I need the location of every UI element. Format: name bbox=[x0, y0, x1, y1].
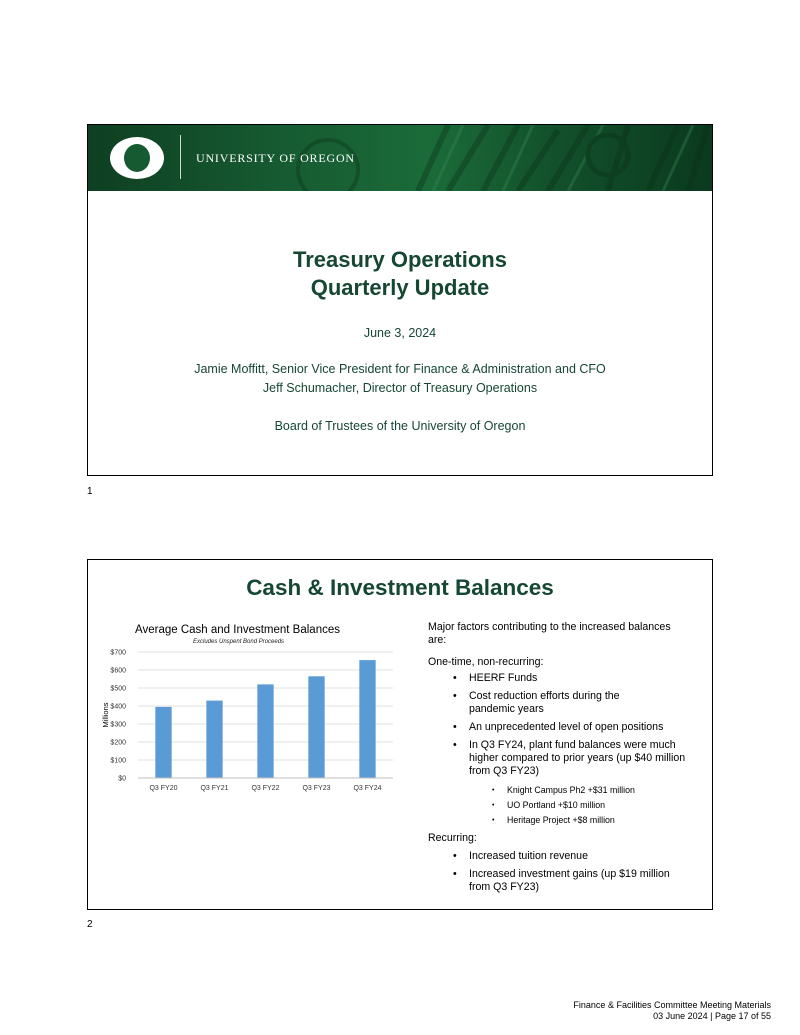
bullet-icon: • bbox=[453, 672, 457, 684]
bar bbox=[308, 676, 324, 778]
y-tick-label: $0 bbox=[118, 775, 126, 783]
logo-wordmark: UNIVERSITY OF OREGON bbox=[196, 151, 355, 165]
chart-title: Average Cash and Investment Balances bbox=[135, 624, 340, 636]
x-tick-label: Q3 FY21 bbox=[200, 785, 229, 792]
slide1-date: June 3, 2024 bbox=[363, 326, 437, 340]
presenter-2: Jeff Schumacher, Director of Treasury Operations bbox=[262, 381, 538, 395]
footer-line-2: 03 June 2024 | Page 17 of 55 bbox=[653, 1010, 771, 1021]
y-tick-label: $600 bbox=[110, 667, 126, 675]
slide1-page-number: 1 bbox=[87, 486, 93, 497]
slide2-title: Cash & Investment Balances bbox=[246, 575, 554, 600]
y-tick-label: $500 bbox=[110, 685, 126, 693]
bar bbox=[155, 707, 171, 778]
banner-texture bbox=[88, 125, 712, 191]
board-name: Board of Trustees of the University of Oregon bbox=[274, 419, 526, 433]
bar bbox=[257, 684, 273, 778]
slide1-title-line1: Treasury Operations bbox=[293, 247, 507, 272]
y-tick-label: $400 bbox=[110, 703, 126, 711]
slide1-title-line2: Quarterly Update bbox=[310, 275, 490, 300]
x-tick-label: Q3 FY24 bbox=[353, 785, 382, 792]
bullet-icon: • bbox=[492, 802, 495, 809]
x-tick-label: Q3 FY22 bbox=[251, 785, 280, 792]
bullet-icon: • bbox=[453, 690, 457, 702]
y-tick-label: $300 bbox=[110, 721, 126, 729]
presenter-1: Jamie Moffitt, Senior Vice President for Finance & Administration and CFO bbox=[194, 362, 606, 376]
slide-2: Cash & Investment Balances Average Cash and Investment Balances Excludes Unspent Bond Proceeds $0 $100 $200 $300 $400 $500 $600 $700 Millions Q3 FY20 Q3 FY21 Q3 FY22 Q3 FY23 Q3 FY24 Major factors contributing to the increased balances are: One-time, non-recurring: • HEERF Funds • Cost reduction efforts during the pandemic years • An unprecedented level of open positions • In Q3 FY24, plant fund balances were much higher compared to prior years (up $40 million from Q3 FY23) • Knight Campus Ph2 +$31 million • UO Portland +$10 million • Heritage Project +$8 million Recurring: • Increased tuition revenue • Increased investment gains (up $19 million from Q3 FY23) bbox=[87, 559, 713, 910]
document-footer bbox=[573, 1000, 771, 1021]
recurring-label: Recurring: bbox=[428, 832, 477, 844]
slide-1 bbox=[87, 124, 713, 476]
balances-bar-chart bbox=[88, 640, 408, 800]
footer-line-1: Finance & Facilities Committee Meeting Materials bbox=[573, 1000, 771, 1010]
bullet-icon: • bbox=[453, 739, 457, 751]
y-tick-label: $200 bbox=[110, 739, 126, 747]
intro-text: Major factors contributing to the increased balances are: bbox=[428, 621, 671, 646]
y-axis-label: Millions bbox=[101, 702, 110, 728]
bullet-icon: • bbox=[453, 868, 457, 880]
bullet-icon: • bbox=[453, 850, 457, 862]
slide2-page-number: 2 bbox=[87, 919, 93, 930]
bullet-icon: • bbox=[453, 721, 457, 733]
bullet-icon: • bbox=[492, 787, 495, 794]
bar bbox=[359, 660, 375, 778]
x-tick-label: Q3 FY20 bbox=[149, 785, 178, 792]
logo-divider bbox=[180, 135, 181, 179]
y-tick-label: $100 bbox=[110, 757, 126, 765]
x-tick-label: Q3 FY23 bbox=[302, 785, 331, 792]
bullet-icon: • bbox=[492, 817, 495, 824]
uo-o-logo-icon bbox=[108, 135, 166, 181]
y-tick-label: $700 bbox=[110, 649, 126, 657]
uo-banner bbox=[88, 125, 712, 191]
bar bbox=[206, 701, 222, 778]
onetime-label: One-time, non-recurring: bbox=[428, 656, 544, 668]
chart-subtitle: Excludes Unspent Bond Proceeds bbox=[193, 639, 285, 645]
